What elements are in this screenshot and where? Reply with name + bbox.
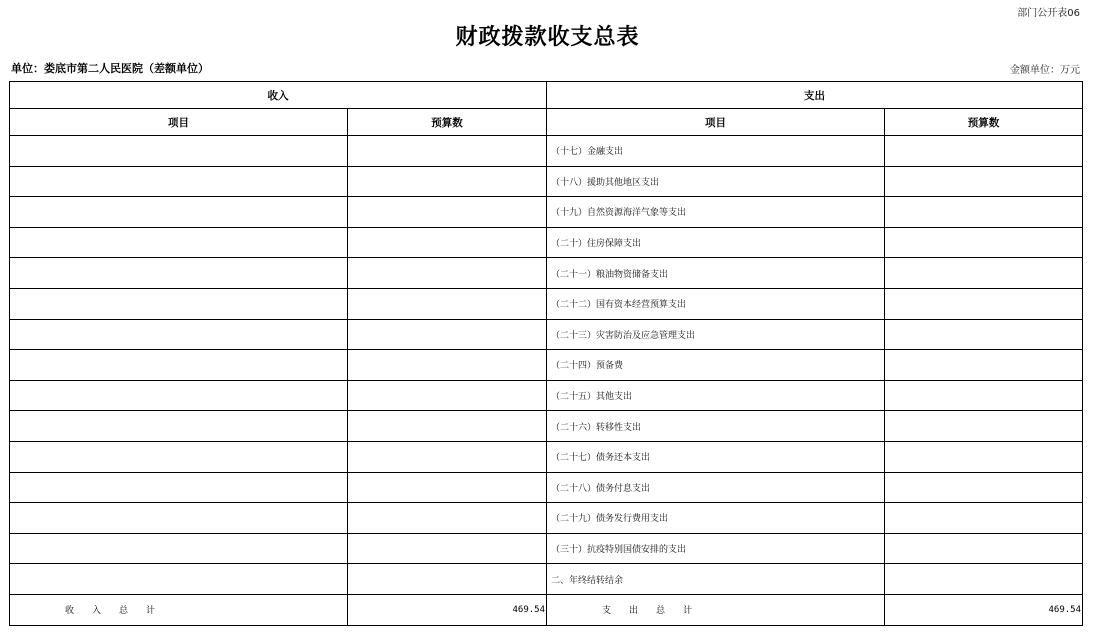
- expense-item-cell: （二十三）灾害防治及应急管理支出: [547, 319, 885, 350]
- expense-budget-cell: [885, 350, 1083, 381]
- income-total-label: [10, 594, 348, 625]
- expense-item-cell: （三十）抗疫特别国债安排的支出: [547, 533, 885, 564]
- expense-item-cell: （二十七）债务还本支出: [547, 441, 885, 472]
- income-total-value: 469.54: [348, 594, 547, 625]
- income-budget-cell: [348, 380, 547, 411]
- expense-total-label: [547, 594, 885, 625]
- income-item-cell: [10, 441, 348, 472]
- table-row: [10, 411, 1083, 442]
- expense-budget-cell: [885, 136, 1083, 167]
- income-item-cell: [10, 350, 348, 381]
- income-budget-cell: [348, 441, 547, 472]
- income-budget-cell: [348, 564, 547, 595]
- income-item-cell: [10, 197, 348, 228]
- income-budget-cell: [348, 288, 547, 319]
- table-row: [10, 350, 1083, 381]
- expense-item-cell: （二十）住房保障支出: [547, 227, 885, 258]
- table-row: [10, 136, 1083, 167]
- income-budget-cell: [348, 197, 547, 228]
- expense-item-cell: 二、年终结转结余: [547, 564, 885, 595]
- income-total-label-text: 收入总计: [65, 606, 174, 617]
- form-number: 部门公开表06: [1017, 8, 1080, 19]
- expense-budget-cell: [885, 503, 1083, 534]
- expense-budget-cell: [885, 227, 1083, 258]
- table-row: [10, 380, 1083, 411]
- expense-budget-cell: [885, 441, 1083, 472]
- expense-budget-cell: [885, 258, 1083, 289]
- income-budget-cell: [348, 472, 547, 503]
- income-item-cell: [10, 411, 348, 442]
- expense-item-cell: （二十五）其他支出: [547, 380, 885, 411]
- expense-item-cell: （二十八）债务付息支出: [547, 472, 885, 503]
- expense-total-value: 469.54: [885, 594, 1083, 625]
- expense-item-cell: （二十六）转移性支出: [547, 411, 885, 442]
- income-budget-cell: [348, 166, 547, 197]
- table-row: [10, 533, 1083, 564]
- income-item-cell: [10, 258, 348, 289]
- totals-row: [10, 594, 1083, 625]
- income-item-cell: [10, 319, 348, 350]
- income-budget-cell: [348, 136, 547, 167]
- income-item-cell: [10, 288, 348, 319]
- table-row: [10, 441, 1083, 472]
- expense-item-cell: （二十九）债务发行费用支出: [547, 503, 885, 534]
- table-row: [10, 227, 1083, 258]
- income-budget-cell: [348, 350, 547, 381]
- expense-item-cell: （十七）金融支出: [547, 136, 885, 167]
- income-item-cell: [10, 166, 348, 197]
- income-item-cell: [10, 564, 348, 595]
- table-row: [10, 564, 1083, 595]
- income-budget-cell: [348, 503, 547, 534]
- income-item-cell: [10, 380, 348, 411]
- col-header-expense-budget: 预算数: [885, 109, 1083, 136]
- expense-item-cell: （二十二）国有资本经营预算支出: [547, 288, 885, 319]
- table-row: [10, 197, 1083, 228]
- income-budget-cell: [348, 227, 547, 258]
- col-header-expense-item: 项目: [547, 109, 885, 136]
- table-row: [10, 503, 1083, 534]
- income-item-cell: [10, 503, 348, 534]
- table-row: [10, 319, 1083, 350]
- section-header-row: [10, 82, 1083, 109]
- income-budget-cell: [348, 319, 547, 350]
- expense-budget-cell: [885, 411, 1083, 442]
- income-item-cell: [10, 472, 348, 503]
- table-row: [10, 258, 1083, 289]
- expense-budget-cell: [885, 197, 1083, 228]
- unit-label: 单位：娄底市第二人民医院（差额单位）: [11, 62, 209, 75]
- income-item-cell: [10, 136, 348, 167]
- income-budget-cell: [348, 533, 547, 564]
- expense-budget-cell: [885, 166, 1083, 197]
- fiscal-summary-table: [9, 81, 1083, 626]
- expense-budget-cell: [885, 564, 1083, 595]
- amount-unit-label: 金额单位：万元: [1010, 65, 1080, 76]
- expense-budget-cell: [885, 288, 1083, 319]
- column-header-row: [10, 109, 1083, 136]
- col-header-income-item: 项目: [10, 109, 348, 136]
- expense-item-cell: （十九）自然资源海洋气象等支出: [547, 197, 885, 228]
- table-row: [10, 288, 1083, 319]
- expense-item-cell: （二十一）粮油物资储备支出: [547, 258, 885, 289]
- expense-item-cell: （二十四）预备费: [547, 350, 885, 381]
- expense-section-header: 支出: [547, 82, 1083, 109]
- income-section-header: 收入: [10, 82, 547, 109]
- income-item-cell: [10, 227, 348, 258]
- expense-budget-cell: [885, 380, 1083, 411]
- table-row: [10, 166, 1083, 197]
- expense-item-cell: （十八）援助其他地区支出: [547, 166, 885, 197]
- table-row: [10, 472, 1083, 503]
- expense-total-label-text: 支出总计: [602, 606, 711, 617]
- expense-budget-cell: [885, 472, 1083, 503]
- col-header-income-budget: 预算数: [348, 109, 547, 136]
- income-budget-cell: [348, 258, 547, 289]
- expense-budget-cell: [885, 319, 1083, 350]
- page-title: 财政拨款收支总表: [455, 24, 640, 50]
- income-item-cell: [10, 533, 348, 564]
- expense-budget-cell: [885, 533, 1083, 564]
- income-budget-cell: [348, 411, 547, 442]
